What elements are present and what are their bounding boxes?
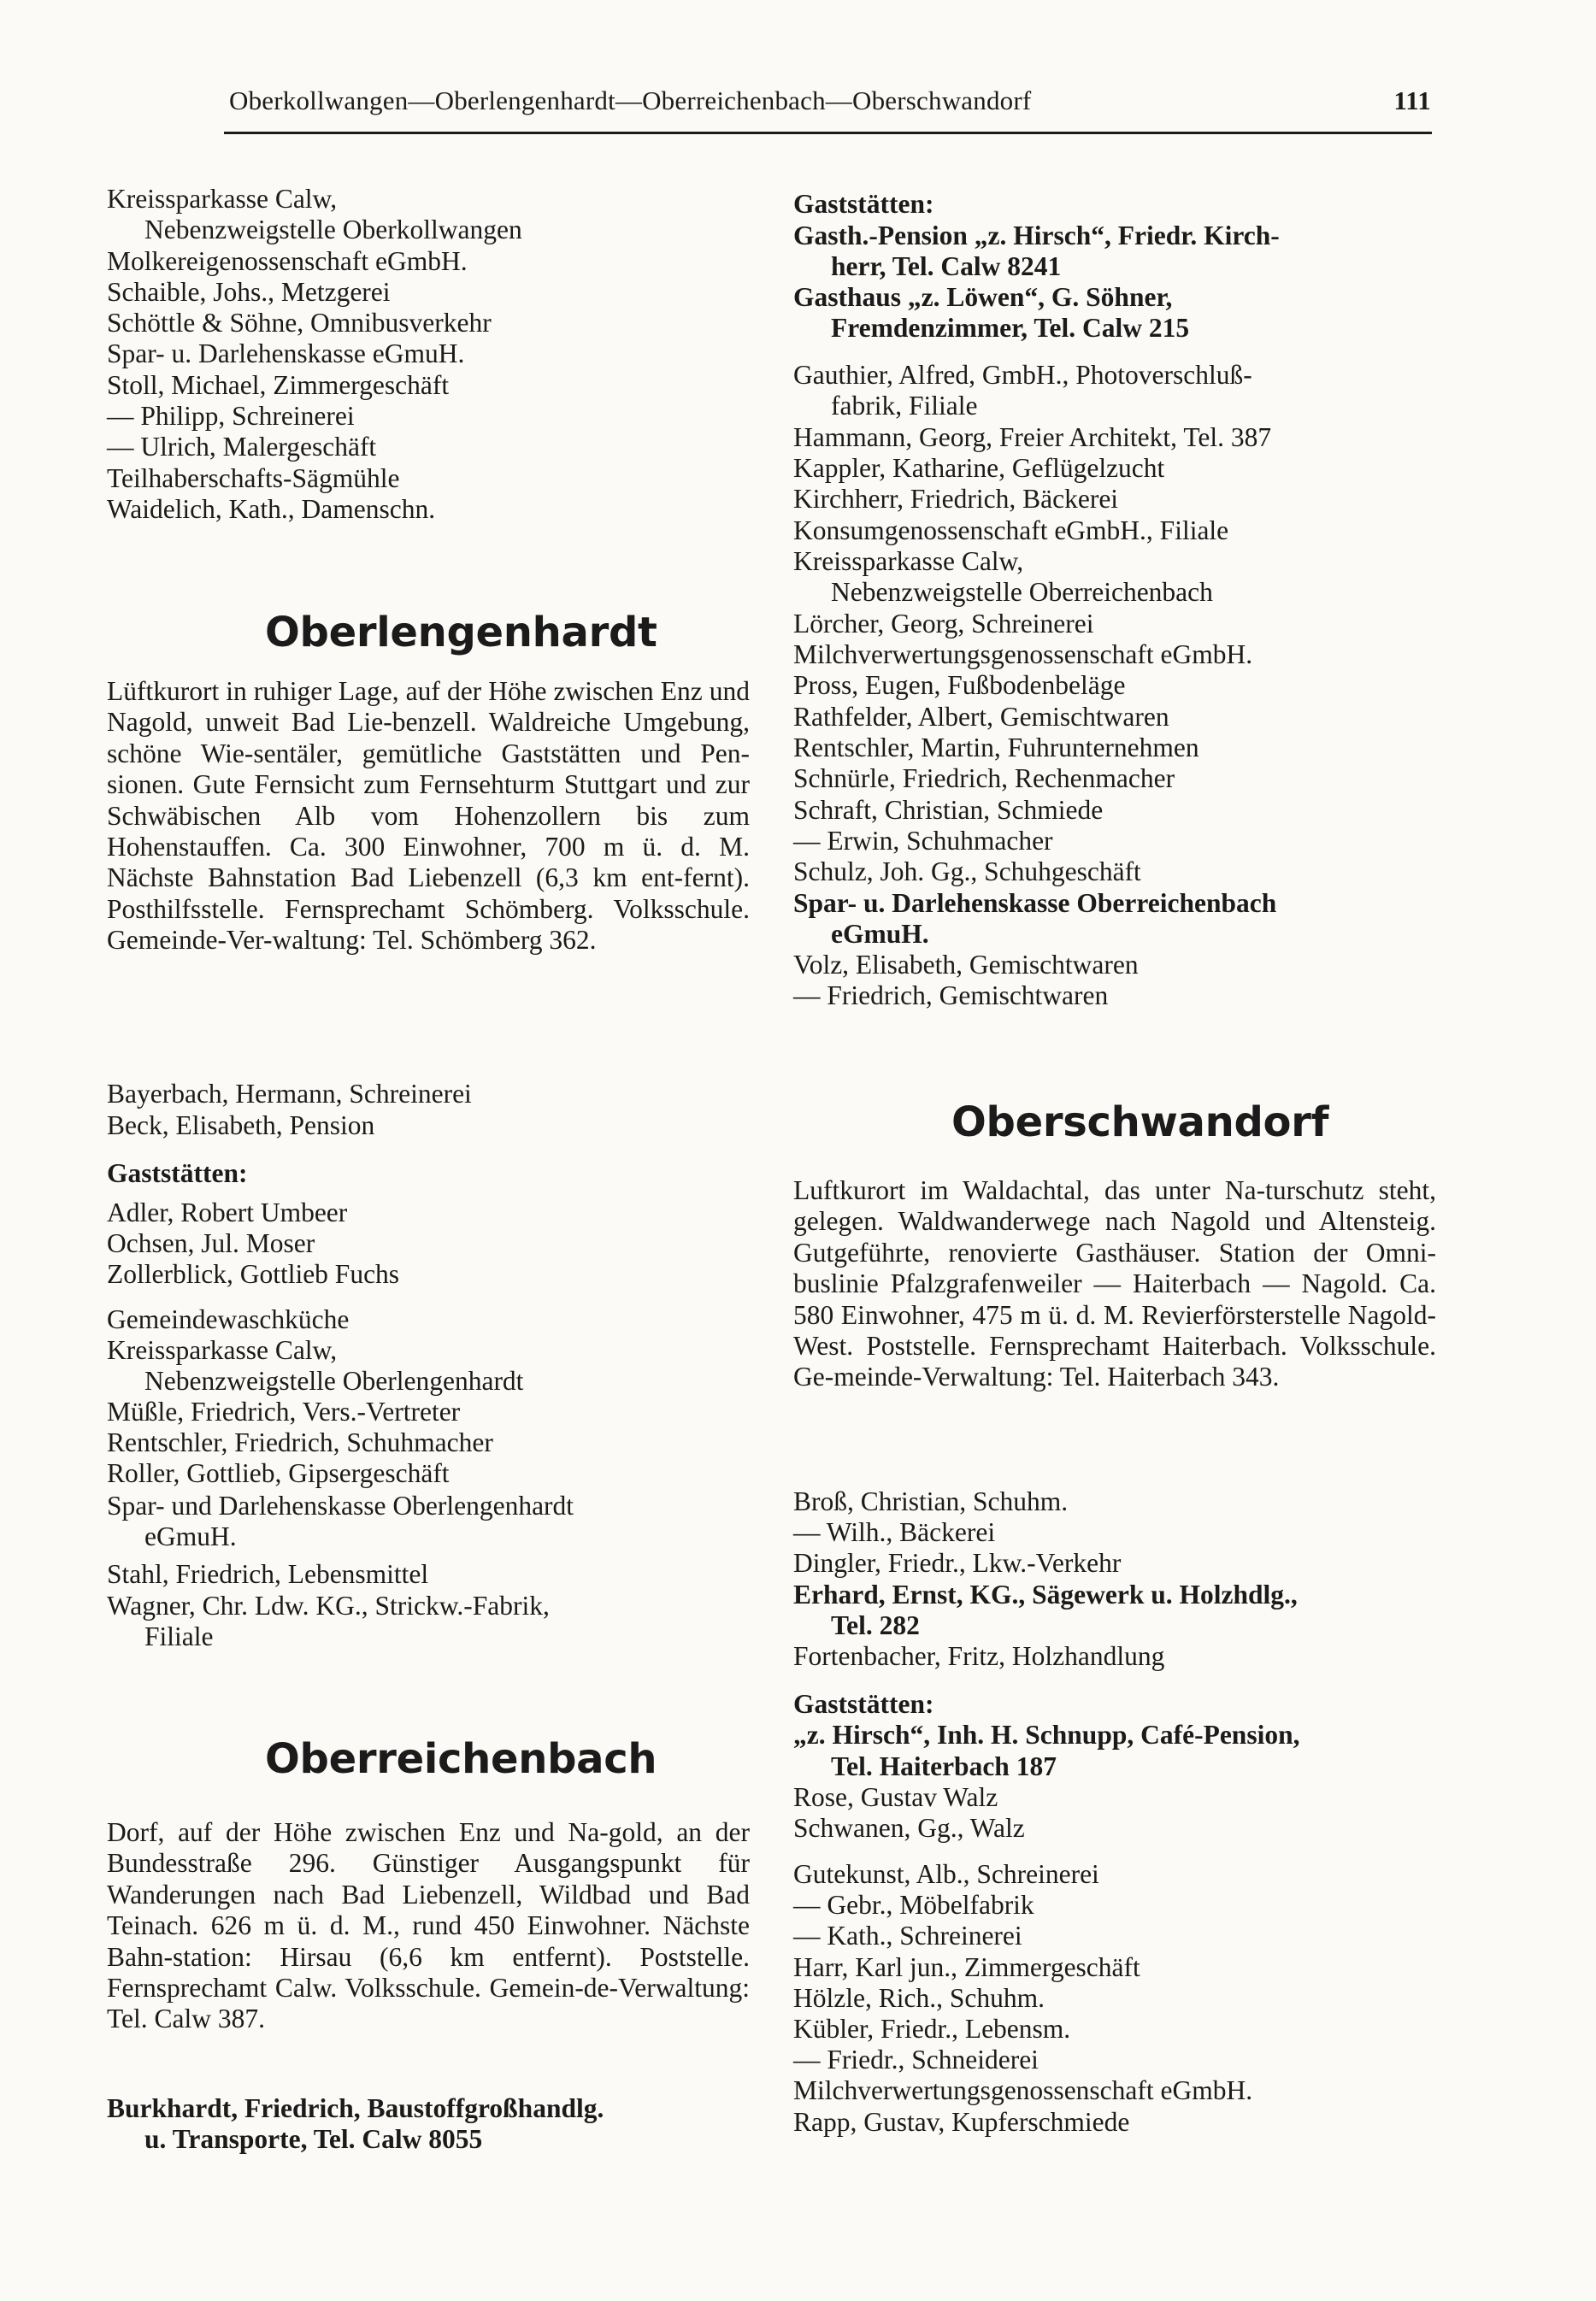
list-item: Waidelich, Kath., Damenschn. [107, 494, 436, 524]
list-item: Rentschler, Martin, Fuhrunternehmen [793, 733, 1199, 762]
list-item: Milchverwertungsgenossenschaft eGmbH. [793, 2075, 1253, 2105]
list-item: Fremdenzimmer, Tel. Calw 215 [831, 313, 1190, 343]
section-heading-oberschwandorf: Oberschwandorf [951, 1098, 1329, 1146]
list-item: Rapp, Gustav, Kupferschmiede [793, 2107, 1130, 2137]
list-item: Tel. 282 [831, 1610, 920, 1640]
list-item: Rentschler, Friedrich, Schuhmacher [107, 1427, 493, 1457]
list-item: Gutekunst, Alb., Schreinerei [793, 1859, 1099, 1889]
list-item: Stahl, Friedrich, Lebensmittel [107, 1559, 429, 1589]
list-item: Broß, Christian, Schuhm. [793, 1486, 1069, 1516]
list-item: Kübler, Friedr., Lebensm. [793, 2014, 1071, 2044]
section-heading-oberlengenhardt: Oberlengenhardt [265, 609, 657, 656]
list-item: herr, Tel. Calw 8241 [831, 251, 1062, 281]
running-header [229, 84, 1431, 125]
list-item: — Kath., Schreinerei [793, 1921, 1022, 1951]
list-item: Zollerblick, Gottlieb Fuchs [107, 1259, 400, 1289]
list-item: u. Transporte, Tel. Calw 8055 [144, 2124, 483, 2154]
list-item: — Friedrich, Gemischtwaren [793, 980, 1109, 1010]
list-item: — Friedr., Schneiderei [793, 2045, 1039, 2074]
section-description: Dorf, auf der Höhe zwischen Enz und Na-gold, an der Bundesstraße 296. Günstiger Ausgangspunkt für Wanderungen nach Bad Liebenzell, Wildbad und Bad Teinach. 626 m ü. d. M., rund 450 Einwohner. Nächste Bahn-station: Hirsau (6,6 km entfernt). Poststelle. Fernsprechamt Calw. Volksschule. Gemein-de-Verwaltung: Tel. Calw 387. [107, 1817, 750, 2034]
list-item: Gasth.-Pension „z. Hirsch“, Friedr. Kirch- [793, 221, 1280, 250]
section-description: Luftkurort im Waldachtal, das unter Na-turschutz steht, gelegen. Waldwanderwege nach Nagold und Altensteig. Gutgeführte, renovierte Gasthäuser. Station der Omni-buslinie Pfalzgrafenweiler — Haiterbach — Nagold. Ca. 580 Einwohner, 475 m ü. d. M. Revierförsterstelle Nagold-West. Poststelle. Fernsprechamt Haiterbach. Volksschule. Ge-meinde-Verwaltung: Tel. Haiterbach 343. [793, 1175, 1436, 1392]
list-item: Kreissparkasse Calw, [107, 184, 338, 214]
list-item: Spar- u. Darlehenskasse eGmuH. [107, 338, 465, 368]
list-item: „z. Hirsch“, Inh. H. Schnupp, Café-Pension, [793, 1720, 1300, 1750]
list-item: Nebenzweigstelle Oberkollwangen [144, 215, 522, 244]
header-title: Oberkollwangen—Oberlengenhardt—Oberreichenbach—Oberschwandorf [229, 85, 1032, 115]
list-item: Schwanen, Gg., Walz [793, 1813, 1025, 1843]
list-item: Tel. Haiterbach 187 [831, 1751, 1057, 1781]
list-item: Dingler, Friedr., Lkw.-Verkehr [793, 1548, 1122, 1578]
list-item: — Philipp, Schreinerei [107, 401, 355, 431]
list-item: Schulz, Joh. Gg., Schuhgeschäft [793, 856, 1141, 886]
list-item: Spar- u. Darlehenskasse Oberreichenbach [793, 888, 1277, 918]
list-item: Schaible, Johs., Metzgerei [107, 277, 391, 307]
list-item: Rathfelder, Albert, Gemischtwaren [793, 702, 1169, 732]
list-item: fabrik, Filiale [831, 391, 978, 421]
list-item: — Erwin, Schuhmacher [793, 826, 1053, 856]
list-item: Spar- und Darlehenskasse Oberlengenhardt [107, 1491, 574, 1521]
list-item: Nebenzweigstelle Oberlengenhardt [144, 1366, 524, 1396]
list-item: Filiale [144, 1621, 214, 1651]
list-item: eGmuH. [144, 1521, 237, 1551]
list-item: Konsumgenossenschaft eGmbH., Filiale [793, 515, 1229, 545]
list-item: Kreissparkasse Calw, [793, 546, 1024, 576]
list-item: Roller, Gottlieb, Gipsergeschäft [107, 1458, 450, 1488]
list-item: Wagner, Chr. Ldw. KG., Strickw.-Fabrik, [107, 1591, 550, 1621]
list-item: Schöttle & Söhne, Omnibusverkehr [107, 308, 492, 338]
gaststaetten-label: Gaststätten: [107, 1158, 248, 1188]
list-item: eGmuH. [831, 919, 929, 949]
gaststaetten-label: Gaststätten: [793, 1689, 934, 1719]
list-item: Lörcher, Georg, Schreinerei [793, 609, 1094, 639]
list-item: Fortenbacher, Fritz, Holzhandlung [793, 1641, 1165, 1671]
list-item: Volz, Elisabeth, Gemischtwaren [793, 950, 1139, 980]
list-item: Burkhardt, Friedrich, Baustoffgroßhandlg. [107, 2093, 604, 2123]
list-item: Gasthaus „z. Löwen“, G. Söhner, [793, 282, 1173, 312]
list-item: Beck, Elisabeth, Pension [107, 1110, 375, 1140]
list-item: Hammann, Georg, Freier Architekt, Tel. 387 [793, 422, 1272, 452]
list-item: Kirchherr, Friedrich, Bäckerei [793, 484, 1119, 514]
list-item: — Ulrich, Malergeschäft [107, 432, 377, 462]
list-item: Gauthier, Alfred, GmbH., Photoverschluß- [793, 360, 1252, 390]
section-heading-oberreichenbach: Oberreichenbach [265, 1735, 657, 1783]
list-item: Molkereigenossenschaft eGmbH. [107, 246, 468, 276]
list-item: Schnürle, Friedrich, Rechenmacher [793, 763, 1175, 793]
list-item: — Wilh., Bäckerei [793, 1517, 996, 1547]
list-item: Müßle, Friedrich, Vers.-Vertreter [107, 1397, 461, 1427]
list-item: Rose, Gustav Walz [793, 1782, 998, 1812]
list-item: Harr, Karl jun., Zimmergeschäft [793, 1952, 1140, 1982]
list-item: Bayerbach, Hermann, Schreinerei [107, 1079, 472, 1109]
page-number: 111 [1393, 85, 1431, 115]
list-item: Hölzle, Rich., Schuhm. [793, 1983, 1045, 2013]
list-item: Kappler, Katharine, Geflügelzucht [793, 453, 1165, 483]
gaststaetten-label: Gaststätten: [793, 189, 934, 219]
list-item: Teilhaberschafts-Sägmühle [107, 463, 400, 493]
list-item: Schraft, Christian, Schmiede [793, 795, 1104, 825]
header-rule [224, 132, 1432, 134]
section-description: Lüftkurort in ruhiger Lage, auf der Höhe zwischen Enz und Nagold, unweit Bad Lie-benzell. Waldreiche Umgebung, schöne Wie-sentäler, gemütliche Gaststätten und Pen-sionen. Gute Fernsicht zum Fernsehturm Stuttgart und zur Schwäbischen Alb vom Hohenzollern bis zum Hohenstauffen. Ca. 300 Einwohner, 700 m ü. d. M. Nächste Bahnstation Bad Liebenzell (6,3 km ent-fernt). Posthilfsstelle. Fernsprechamt Schömberg. Volksschule. Gemeinde-Ver-waltung: Tel. Schömberg 362. [107, 676, 750, 956]
list-item: Gemeindewaschküche [107, 1304, 350, 1334]
list-item: Kreissparkasse Calw, [107, 1335, 338, 1365]
list-item: Nebenzweigstelle Oberreichenbach [831, 577, 1213, 607]
list-item: Milchverwertungsgenossenschaft eGmbH. [793, 639, 1253, 669]
list-item: Ochsen, Jul. Moser [107, 1228, 315, 1258]
list-item: — Gebr., Möbelfabrik [793, 1890, 1034, 1920]
list-item: Stoll, Michael, Zimmergeschäft [107, 370, 450, 400]
list-item: Erhard, Ernst, KG., Sägewerk u. Holzhdlg., [793, 1580, 1298, 1610]
list-item: Adler, Robert Umbeer [107, 1198, 348, 1227]
list-item: Pross, Eugen, Fußbodenbeläge [793, 670, 1126, 700]
